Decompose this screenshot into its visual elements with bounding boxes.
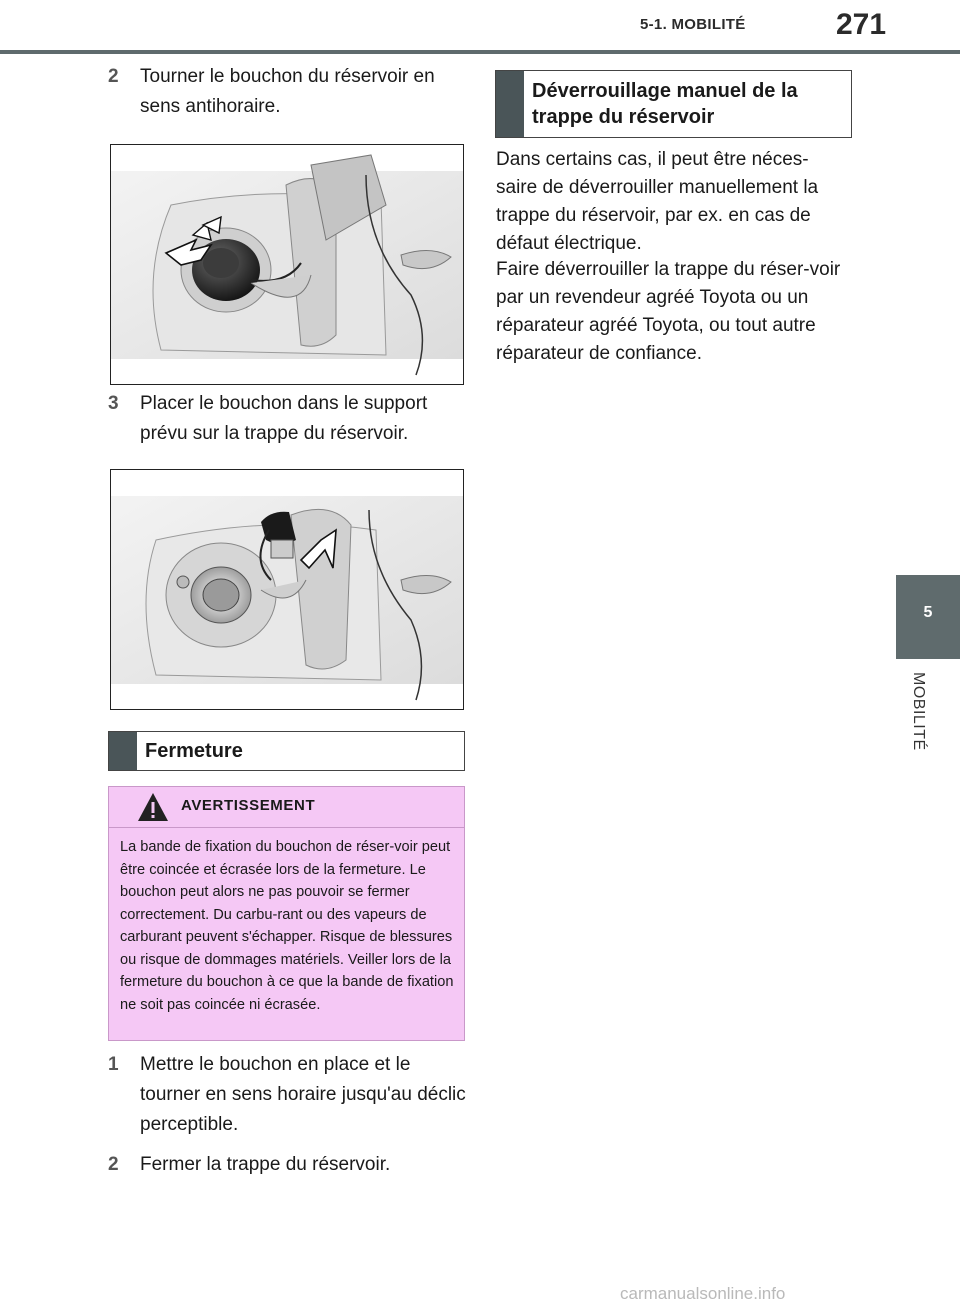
step-number: 1 [108,1054,119,1075]
section-heading-title: Fermeture [145,740,243,762]
step-text: Placer le bouchon dans le support prévu sur la trappe du réservoir. [140,393,428,444]
section-heading-title: Déverrouillage manuel de la trappe du réservoir [532,80,798,128]
step-number: 2 [108,1154,119,1175]
paragraph-dealer: Faire déverrouiller la trappe du réser-voir par un revendeur agréé Toyota ou un réparateur agréé Toyota, ou tout autre réparateur de confiance. [496,259,841,364]
section-heading-bar [109,732,137,770]
paragraph-manual-unlock: Dans certains cas, il peut être néces-saire de déverrouiller manuellement la trappe du réservoir, par ex. en cas de défaut électrique. [496,149,819,254]
warning-box [108,786,465,1041]
step-text: Tourner le bouchon du réservoir en sens antihoraire. [140,66,435,117]
step-2-close-flap [108,1150,468,1180]
fuel-cap-holder-illustration [111,470,463,709]
step-number: 2 [108,66,119,87]
section-heading-fermeture [108,731,465,771]
step-1-screw-cap [108,1050,468,1140]
header-section-title: 5-1. MOBILITÉ [640,16,746,33]
page-number: 271 [836,8,887,41]
step-text: Mettre le bouchon en place et le tourner en sens horaire jusqu'au déclic perceptible. [140,1054,466,1135]
chapter-side-label-text: MOBILITÉ [910,672,927,751]
step-2-unscrew [108,62,468,122]
figure-unscrew-cap [110,144,464,385]
section-heading-deverrouillage [495,70,852,138]
step-3-place-cap [108,389,468,449]
fuel-cap-unscrew-illustration [111,145,463,384]
watermark: carmanualsonline.info [620,1284,786,1303]
step-number: 3 [108,393,119,414]
section-heading-bar [496,71,524,137]
step-text: Fermer la trappe du réservoir. [140,1154,391,1175]
figure-cap-holder [110,469,464,710]
header-rule [0,50,960,54]
chapter-tab-number: 5 [923,604,933,621]
warning-triangle-icon [137,792,169,822]
warning-title: AVERTISSEMENT [181,797,316,814]
warning-header [109,787,464,828]
chapter-side-label [903,672,927,792]
warning-body: La bande de fixation du bouchon de réser-voir peut être coincée et écrasée lors de la fermeture. Le bouchon peut alors ne pas pouvoir se fermer correctement. Du carbu-rant ou des vapeurs de carburant peuvent s'échapper. Risque de blessures ou risque de dommages matériels. Veiller lors de la fermeture du bouchon à ce que la bande de fixation ne soit pas coincée ni écrasée. [120,839,454,1013]
